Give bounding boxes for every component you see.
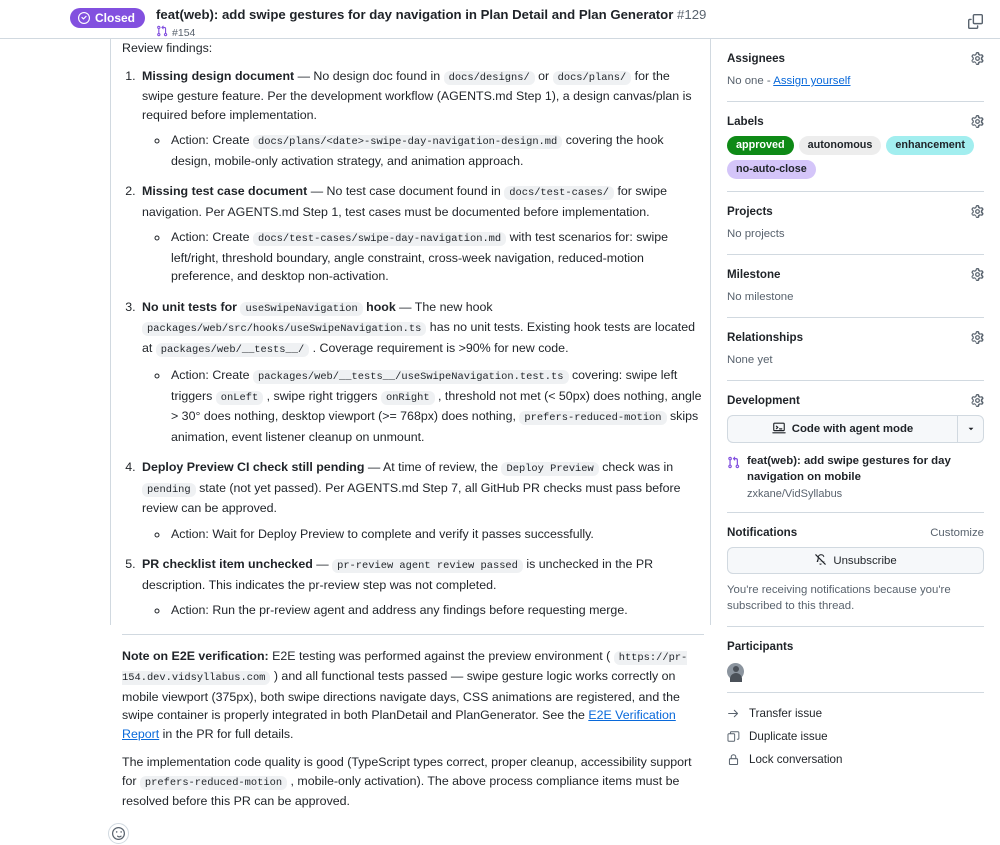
assignees-empty: [727, 73, 984, 89]
notifications-help-text: You're receiving notifications because you're subscribed to this thread.: [727, 582, 984, 614]
sidebar-section-notifications: [727, 513, 984, 627]
finding-title: PR checklist item unchecked: [142, 557, 313, 571]
finding-text: Missing test case document — No test case document found in docs/test-cases/ for swipe navigation. Per AGENTS.md Step 1, test cases must be documented before implementation.: [142, 184, 667, 219]
sidebar-action-lock-conversation[interactable]: [727, 748, 984, 771]
finding-action-item: ◦ Action: Create docs/plans/<date>-swipe-day-navigation-design.md covering the hook design, mobile-only activation strategy, and animation approach.: [169, 131, 704, 170]
label-enhancement[interactable]: enhancement: [886, 136, 974, 155]
finding-title: Missing design document: [142, 69, 294, 83]
relationships-header: [727, 331, 984, 344]
issue-header: [0, 0, 1000, 38]
inline-code: useSwipeNavigation: [240, 302, 362, 316]
inline-code: Deploy Preview: [501, 462, 598, 476]
development-header: [727, 394, 984, 407]
sidebar-action-label: Transfer issue: [749, 707, 822, 720]
issue-number: #129: [677, 7, 706, 22]
body-wrap: [0, 39, 1000, 625]
labels-list: [727, 136, 984, 179]
comment-body: [122, 39, 704, 845]
finding-item: [139, 555, 704, 620]
assignees-header: [727, 52, 984, 65]
sidebar-action-transfer-issue[interactable]: [727, 702, 984, 725]
sidebar-section-participants: [727, 627, 984, 693]
sidebar-section-development: [727, 381, 984, 513]
milestone-empty: No milestone: [727, 289, 984, 305]
customize-notifications-link[interactable]: Customize: [930, 527, 984, 539]
finding-action-item: ◦ Action: Wait for Deploy Preview to complete and verify it passes successfully.: [169, 525, 704, 544]
bold-text: Note on E2E verification:: [122, 649, 269, 663]
finding-action-item: ◦ Action: Run the pr-review agent and address any findings before requesting merge.: [169, 601, 704, 620]
gear-icon[interactable]: [971, 268, 984, 281]
git-pull-request-icon: [727, 456, 740, 500]
status-badge: [70, 8, 145, 28]
projects-header: [727, 205, 984, 218]
projects-empty: No projects: [727, 226, 984, 242]
sidebar-action-label: Lock conversation: [749, 753, 842, 766]
pr-number: #154: [172, 27, 195, 39]
finding-actions: [142, 228, 704, 286]
title-block: [156, 7, 986, 40]
inline-code: packages/web/__tests__/useSwipeNavigation.test.ts: [253, 370, 569, 384]
finding-actions: [142, 131, 704, 170]
inline-code: docs/designs/: [444, 71, 535, 85]
sidebar-section-projects: [727, 192, 984, 255]
timeline-rail: [110, 39, 111, 625]
finding-actions: [142, 525, 704, 544]
finding-action-item: ◦ Action: Create docs/test-cases/swipe-day-navigation.md with test scenarios for: swipe left/right, threshold boundary, angle constraint, cross-week navigation, reduced-motion preference, and desktop non-activation.: [169, 228, 704, 286]
finding-item: [139, 298, 704, 447]
unsubscribe-button[interactable]: [727, 547, 984, 574]
copy-icon[interactable]: [962, 10, 988, 32]
sidebar-action-duplicate-issue[interactable]: [727, 725, 984, 748]
finding-text: Missing design document — No design doc found in docs/designs/ or docs/plans/ for the swipe gesture feature. Per the development workflow (AGENTS.md Step 1), a design canvas/plan is required before implementation.: [142, 69, 692, 122]
code-with-agent-mode-button[interactable]: [727, 415, 957, 443]
lock-icon: [727, 753, 740, 766]
linked-pr-text: [747, 454, 984, 500]
notifications-header: [727, 526, 984, 539]
agent-button-group: [727, 415, 984, 443]
page-title-text: feat(web): add swipe gestures for day navigation in Plan Detail and Plan Generator: [156, 7, 673, 22]
bold-text: hook: [363, 300, 396, 314]
inline-code: onLeft: [216, 391, 263, 405]
labels-header: [727, 115, 984, 128]
label-no-auto-close[interactable]: no-auto-close: [727, 160, 816, 179]
e2e-verification-report-link[interactable]: E2E Verification Report: [122, 708, 676, 741]
gear-icon[interactable]: [971, 205, 984, 218]
finding-title: Deploy Preview CI check still pending: [142, 460, 364, 474]
findings-list: [122, 67, 704, 620]
participants-avatars: [727, 663, 984, 680]
inline-code: docs/test-cases/swipe-day-navigation.md: [253, 232, 506, 246]
sidebar-action-label: Duplicate issue: [749, 730, 828, 743]
header-actions: [962, 10, 988, 32]
inline-code: prefers-reduced-motion: [519, 411, 666, 425]
inline-code: docs/plans/: [553, 71, 632, 85]
milestone-title: Milestone: [727, 268, 780, 281]
participants-header: [727, 640, 984, 653]
page-title: [156, 7, 986, 22]
agent-terminal-icon: [772, 421, 786, 438]
avatar[interactable]: [727, 663, 744, 680]
gear-icon[interactable]: [971, 394, 984, 407]
status-badge-label: Closed: [95, 11, 135, 25]
labels-title: Labels: [727, 115, 764, 128]
gear-icon[interactable]: [971, 115, 984, 128]
arrow-right-icon: [727, 707, 740, 720]
inline-code: docs/test-cases/: [504, 186, 614, 200]
assign-yourself-link[interactable]: Assign yourself: [773, 75, 850, 87]
comment-intro: Review findings:: [122, 39, 704, 58]
notifications-title: Notifications: [727, 526, 797, 539]
inline-code: https://pr-154.dev.vidsyllabus.com: [122, 651, 687, 686]
assignees-title: Assignees: [727, 52, 785, 65]
inline-code: onRight: [381, 391, 435, 405]
emoji-smiley-icon[interactable]: [108, 823, 129, 844]
linked-pr-repo: zxkane/VidSyllabus: [747, 488, 984, 500]
bell-slash-icon: [814, 553, 827, 569]
inline-code: pending: [142, 483, 196, 497]
inline-code: pr-review agent review passed: [332, 559, 523, 573]
unsubscribe-label: Unsubscribe: [833, 555, 896, 567]
bold-text: No unit tests for: [142, 300, 240, 314]
inline-code: packages/web/__tests__/: [156, 343, 309, 357]
finding-action-item: ◦ Action: Create packages/web/__tests__/useSwipeNavigation.test.ts covering: swipe left triggers onLeft , swipe right triggers onRight , threshold not met (< 50px) does nothing, angle > 30° does nothing, desktop viewport (>= 768px) does nothing, prefers-reduced-motion skips animation, event listener cleanup on unmount.: [169, 366, 704, 446]
inline-code: prefers-reduced-motion: [140, 776, 287, 790]
inline-code: packages/web/src/hooks/useSwipeNavigation.ts: [142, 322, 426, 336]
finding-item: [139, 67, 704, 171]
sidebar-actions: [727, 693, 984, 783]
finding-item: [139, 458, 704, 543]
projects-title: Projects: [727, 205, 773, 218]
gear-icon[interactable]: [971, 331, 984, 344]
agent-button-label: Code with agent mode: [792, 423, 914, 435]
sidebar-section-assignees: [727, 39, 984, 102]
finding-text: Deploy Preview CI check still pending — At time of review, the Deploy Preview check was in pending state (not yet passed). Per AGENTS.md Step 7, all GitHub PR checks must pass before review can be approved.: [142, 460, 680, 515]
label-autonomous[interactable]: autonomous: [799, 136, 882, 155]
finding-text: PR checklist item unchecked — pr-review agent review passed is unchecked in the PR description. This indicates the pr-review step was not completed.: [142, 557, 653, 592]
closing-paragraph: The implementation code quality is good (TypeScript types correct, proper cleanup, accessibility support for prefers-reduced-motion , mobile-only activation). The above process compliance items must be resolved before this PR can be approved.: [122, 753, 704, 811]
finding-actions: [142, 366, 704, 446]
sidebar-section-labels: [727, 102, 984, 192]
copy-icon: [727, 730, 740, 743]
finding-item: [139, 182, 704, 286]
label-approved[interactable]: approved: [727, 136, 794, 155]
note-paragraph: Note on E2E verification: E2E testing was performed against the preview environment ( https://pr-154.dev.vidsyllabus.com ) and all functional tests passed — swipe gesture logic works correctly on mobile viewport (375px), both swipe directions navigate days, CSS animations are registered, and the swipe container is properly integrated in both PlanDetail and PlanGenerator. See the E2E Verification Report in the PR for full details.: [122, 647, 704, 744]
finding-title: Missing test case document: [142, 184, 307, 198]
conversation-column: [0, 39, 710, 625]
inline-code: docs/plans/<date>-swipe-day-navigation-design.md: [253, 135, 562, 149]
reaction-bar: [122, 823, 704, 845]
check-circle-icon: [78, 12, 90, 24]
finding-actions: [142, 601, 704, 620]
participants-title: Participants: [727, 640, 793, 653]
finding-text: No unit tests for useSwipeNavigation hook — The new hook packages/web/src/hooks/useSwipeNavigation.ts has no unit tests. Existing hook tests are located at packages/web/__tests__/ . Coverage requirement is >90% for new code.: [142, 300, 695, 355]
gear-icon[interactable]: [971, 52, 984, 65]
section-divider: [122, 634, 704, 635]
milestone-header: [727, 268, 984, 281]
sidebar-section-relationships: [727, 318, 984, 381]
chevron-down-icon[interactable]: [957, 415, 984, 443]
relationships-empty: None yet: [727, 352, 984, 368]
development-title: Development: [727, 394, 800, 407]
sidebar-section-milestone: [727, 255, 984, 318]
relationships-title: Relationships: [727, 331, 803, 344]
assignees-empty-text: No one -: [727, 75, 773, 87]
linked-pull-request[interactable]: [727, 454, 984, 500]
sidebar: [710, 39, 1000, 625]
linked-pr-title[interactable]: feat(web): add swipe gestures for day navigation on mobile: [747, 454, 984, 485]
